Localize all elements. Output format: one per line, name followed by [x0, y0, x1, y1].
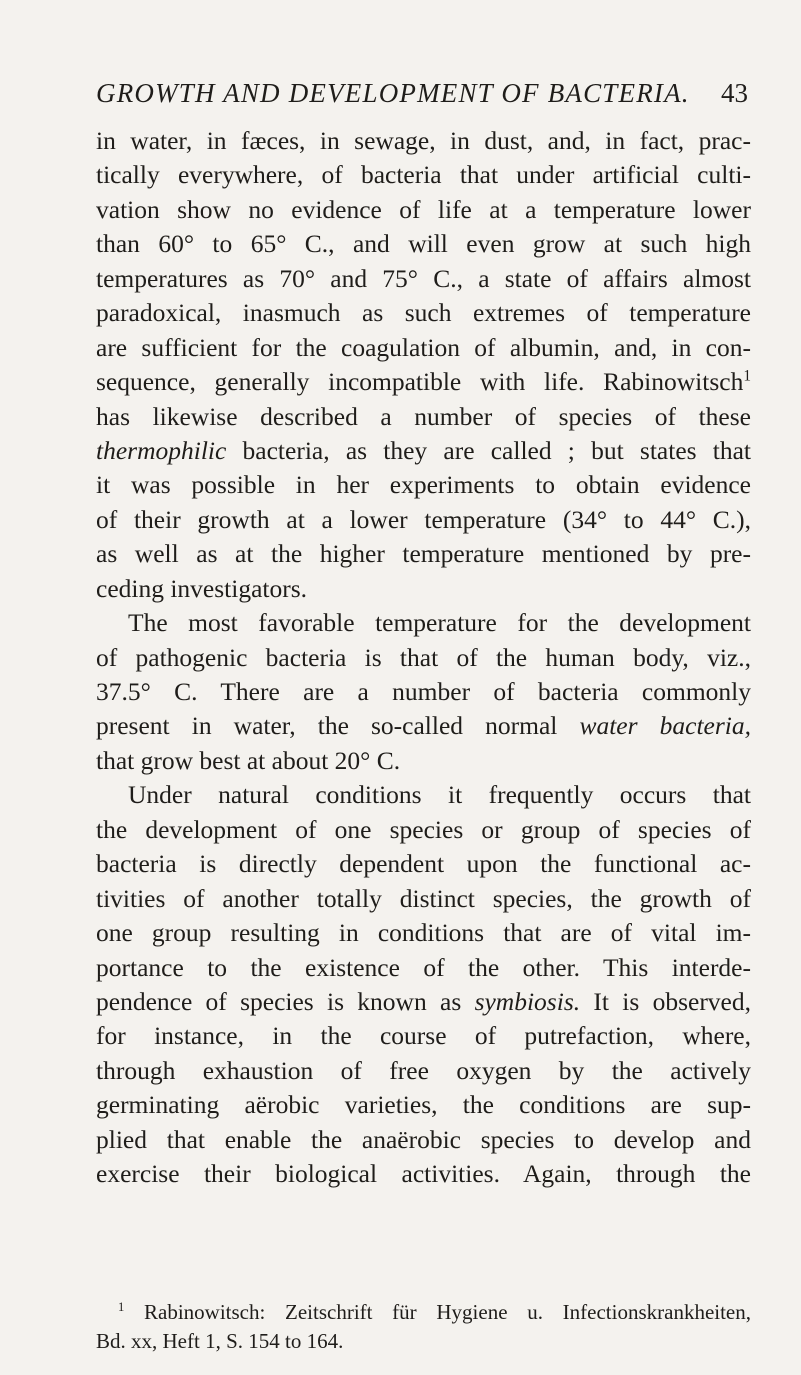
footnote-marker: 1 [118, 1300, 125, 1314]
line-text: bacteria, as they are called ; but states that [242, 435, 752, 465]
text-line: the development of one species or group of species of [96, 814, 751, 844]
footnote-text: Rabinowitsch: Zeitschrift für Hygiene u. Infectionskrankheiten, [144, 1300, 752, 1324]
text-line: are sufficient for the coagulation of albumin, and, in con- [96, 332, 751, 362]
text-line: The most favorable temperature for the development [128, 608, 751, 638]
text-line: it was possible in her experiments to obtain evidence [96, 470, 751, 500]
text-line: temperatures as 70° and 75° C., a state of affairs almost [96, 263, 751, 293]
text-line-with-footnote-ref [96, 365, 751, 399]
text-line: that grow best at about 20° C. [96, 745, 401, 775]
text-line: has likewise described a number of species of these [96, 401, 751, 431]
text-line: plied that enable the anaërobic species to develop and [96, 1124, 751, 1154]
footnote [96, 1298, 751, 1356]
emphasis-thermophilic: thermophilic [96, 435, 227, 465]
text-line: exercise their biological activities. Again, through the [96, 1159, 751, 1189]
page-number: 43 [721, 78, 748, 108]
page-header [96, 78, 748, 118]
text-line: in water, in fæces, in sewage, in dust, and, in fact, prac- [96, 126, 751, 155]
running-title: GROWTH AND DEVELOPMENT OF BACTERIA. [96, 78, 690, 108]
text-line: paradoxical, inasmuch as such extremes of temperature [96, 298, 751, 328]
text-line: tivities of another totally distinct species, the growth of [96, 883, 751, 913]
footnote-line: Bd. xx, Heft 1, S. 154 to 164. [96, 1329, 344, 1353]
text-line: ceding investigators. [96, 573, 308, 603]
text-line-with-emphasis [96, 985, 751, 1019]
line-text-tail: It is observed, [580, 986, 752, 1016]
footnote-line [96, 1298, 751, 1327]
text-line: as well as at the higher temperature mentioned by pre- [96, 539, 751, 569]
line-text: sequence, generally incompatible with life. Rabinowitsch [96, 367, 744, 397]
emphasis-symbiosis: symbiosis. [474, 986, 581, 1016]
line-text: present in water, the so-called normal [96, 711, 558, 741]
emphasis-water-bacteria: water bacteria, [579, 711, 752, 741]
text-line: of pathogenic bacteria is that of the human body, viz., [96, 642, 751, 672]
text-line-with-emphasis [96, 709, 751, 743]
text-line: tically everywhere, of bacteria that under artificial culti- [96, 160, 751, 190]
text-line: of their growth at a lower temperature (34° to 44° C.), [96, 504, 751, 534]
text-line: portance to the existence of the other. This interde- [96, 952, 751, 982]
text-line: bacteria is directly dependent upon the functional ac- [96, 849, 751, 879]
text-line: one group resulting in conditions that are of vital im- [96, 918, 751, 948]
text-line: for instance, in the course of putrefaction, where, [96, 1021, 751, 1051]
body-text [96, 124, 751, 1192]
line-text: pendence of species is known as [96, 986, 462, 1016]
text-line: than 60° to 65° C., and will even grow at such high [96, 229, 751, 259]
text-line: Under natural conditions it frequently occurs that [128, 780, 751, 810]
text-line: through exhaustion of free oxygen by the actively [96, 1055, 751, 1085]
text-line-with-emphasis [96, 434, 751, 468]
text-line: 37.5° C. There are a number of bacteria commonly [96, 677, 751, 706]
text-line: germinating aërobic varieties, the conditions are sup- [96, 1090, 751, 1120]
footnote-ref: 1 [743, 367, 751, 385]
text-line: vation show no evidence of life at a temperature lower [96, 194, 751, 224]
